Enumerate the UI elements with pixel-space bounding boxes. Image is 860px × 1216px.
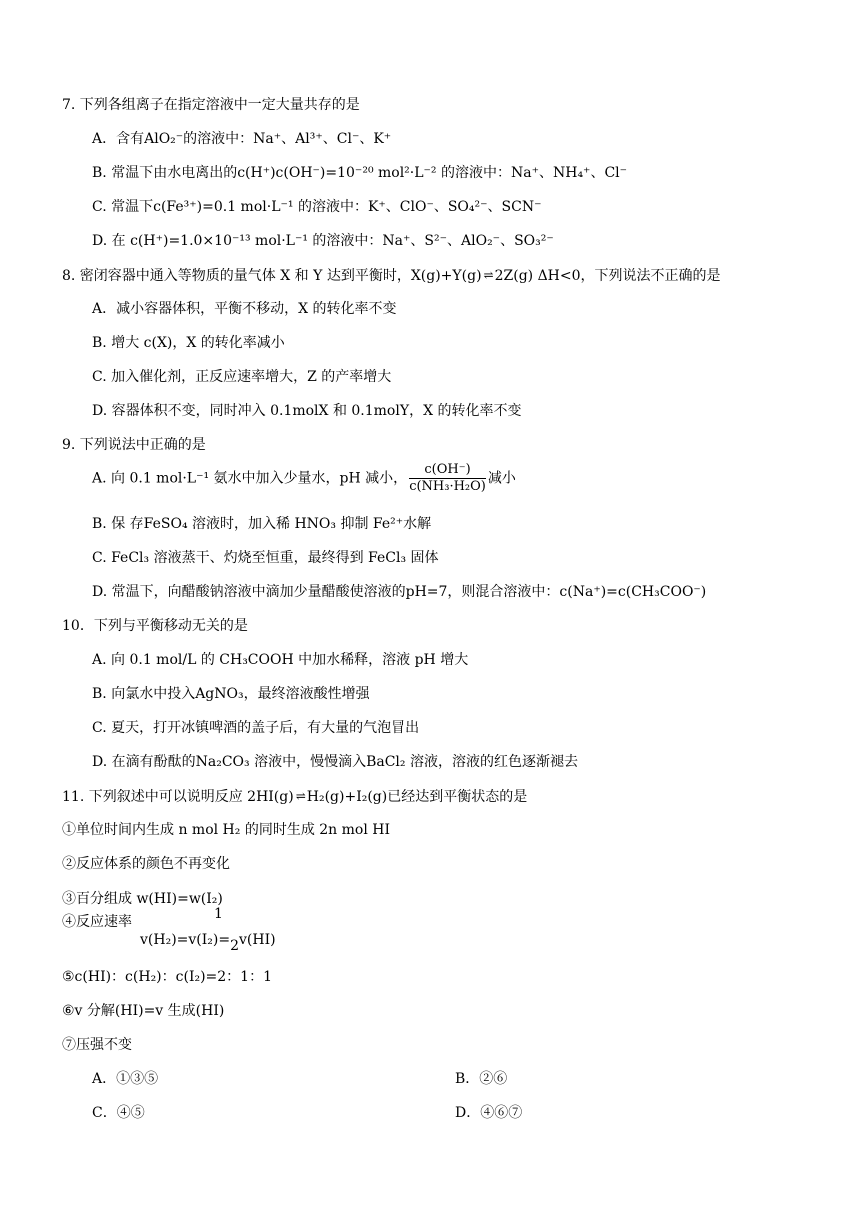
q9-option-a-text: A. 向 0.1 mol·L⁻¹ 氨水中加入少量水，pH 减小， xyxy=(92,470,408,487)
q10-option-b: B. 向氯水中投入AgNO₃，最终溶液酸性增强 xyxy=(92,686,370,702)
q8-stem xyxy=(62,266,721,285)
q11-option-d: D．④⑥⑦ xyxy=(455,1105,523,1121)
q11-stem xyxy=(62,787,527,806)
q8-option-a: A．减小容器体积，平衡不移动，X 的转化率不变 xyxy=(92,301,397,317)
q11-statement-7: ⑦压强不变 xyxy=(62,1037,132,1053)
q11-statement-1: ①单位时间内生成 n mol H₂ 的同时生成 2n mol HI xyxy=(62,822,391,838)
q11-option-a: A．①③⑤ xyxy=(92,1071,159,1087)
q11-statement-4-frac-den: 2 xyxy=(230,938,240,954)
q8-option-b: B. 增大 c(X)，X 的转化率减小 xyxy=(92,335,285,351)
q11-statement-4-frac-num: 1 xyxy=(214,906,223,922)
q8-option-d: D. 容器体积不变，同时冲入 0.1molX 和 0.1molY，X 的转化率不变 xyxy=(92,403,522,419)
q11-statement-4-pre: v(H₂)=v(I₂)= xyxy=(140,932,231,948)
q11-statement-6: ⑥v 分解(HI)=v 生成(HI) xyxy=(62,1003,225,1019)
q11-statement-3: ③百分组成 w(HI)=w(I₂) xyxy=(62,891,223,907)
q8-stem-post: 2Z(g) ΔH<0，下列说法不正确的是 xyxy=(494,268,721,284)
q9-option-d: D. 常温下，向醋酸钠溶液中滴加少量醋酸使溶液的pH=7，则混合溶液中：c(Na⁺)=c(CH₃COO⁻) xyxy=(92,584,707,600)
q7-option-d: D. 在 c(H⁺)=1.0×10⁻¹³ mol·L⁻¹ 的溶液中：Na⁺、S²⁻、AlO₂⁻、SO₃²⁻ xyxy=(92,233,554,249)
q10-option-d: D. 在滴有酚酞的Na₂CO₃ 溶液中，慢慢滴入BaCl₂ 溶液，溶液的红色逐渐褪去 xyxy=(92,754,578,770)
q10-option-a: A. 向 0.1 mol/L 的 CH₃COOH 中加水稀释，溶液 pH 增大 xyxy=(92,652,469,668)
q8-option-c: C. 加入催化剂，正反应速率增大，Z 的产率增大 xyxy=(92,369,392,385)
q7-option-a: A．含有AlO₂⁻的溶液中：Na⁺、Al³⁺、Cl⁻、K⁺ xyxy=(92,131,392,147)
q11-statement-4-label: ④反应速率 xyxy=(62,914,132,930)
q11-statement-2: ②反应体系的颜色不再变化 xyxy=(62,856,230,872)
q9-stem: 9. 下列说法中正确的是 xyxy=(62,437,206,453)
q11-statement-4-post: v(HI) xyxy=(239,932,276,948)
q8-stem-pre: 8. 密闭容器中通入等物质的量气体 X 和 Y 达到平衡时，X(g)+Y(g) xyxy=(62,268,482,284)
q7-option-b: B. 常温下由水电离出的c(H⁺)c(OH⁻)=10⁻²⁰ mol²·L⁻² 的溶液中：Na⁺、NH₄⁺、Cl⁻ xyxy=(92,165,628,181)
q11-statement-4-expr xyxy=(140,931,276,954)
q11-option-c: C．④⑤ xyxy=(92,1105,145,1121)
q9-option-b: B. 保 存FeSO₄ 溶液时，加入稀 HNO₃ 抑制 Fe²⁺水解 xyxy=(92,516,432,532)
q9-fraction xyxy=(409,462,486,495)
q11-stem-pre: 11. 下列叙述中可以说明反应 2HI(g) xyxy=(62,789,294,805)
equilibrium-arrow-icon: ⇌ xyxy=(483,268,493,282)
equilibrium-arrow-icon: ⇌ xyxy=(295,789,305,803)
q9-option-a xyxy=(92,462,516,495)
q9-fraction-denominator: c(NH₃·H₂O) xyxy=(409,479,486,494)
q11-statement-5: ⑤c(HI)：c(H₂)：c(I₂)=2：1：1 xyxy=(62,969,272,985)
q9-option-a-tail: 减小 xyxy=(487,470,516,487)
q10-stem: 10．下列与平衡移动无关的是 xyxy=(62,618,248,634)
q7-option-c: C. 常温下c(Fe³⁺)=0.1 mol·L⁻¹ 的溶液中：K⁺、ClO⁻、SO₄²⁻、SCN⁻ xyxy=(92,199,542,215)
q10-option-c: C. 夏天，打开冰镇啤酒的盖子后，有大量的气泡冒出 xyxy=(92,720,420,736)
q11-option-b: B．②⑥ xyxy=(455,1071,508,1087)
q9-option-c: C. FeCl₃ 溶液蒸干、灼烧至恒重，最终得到 FeCl₃ 固体 xyxy=(92,550,439,566)
q7-stem: 7. 下列各组离子在指定溶液中一定大量共存的是 xyxy=(62,97,360,113)
q11-stem-post: H₂(g)+I₂(g)已经达到平衡状态的是 xyxy=(306,789,528,805)
q9-fraction-numerator: c(OH⁻) xyxy=(409,462,486,479)
